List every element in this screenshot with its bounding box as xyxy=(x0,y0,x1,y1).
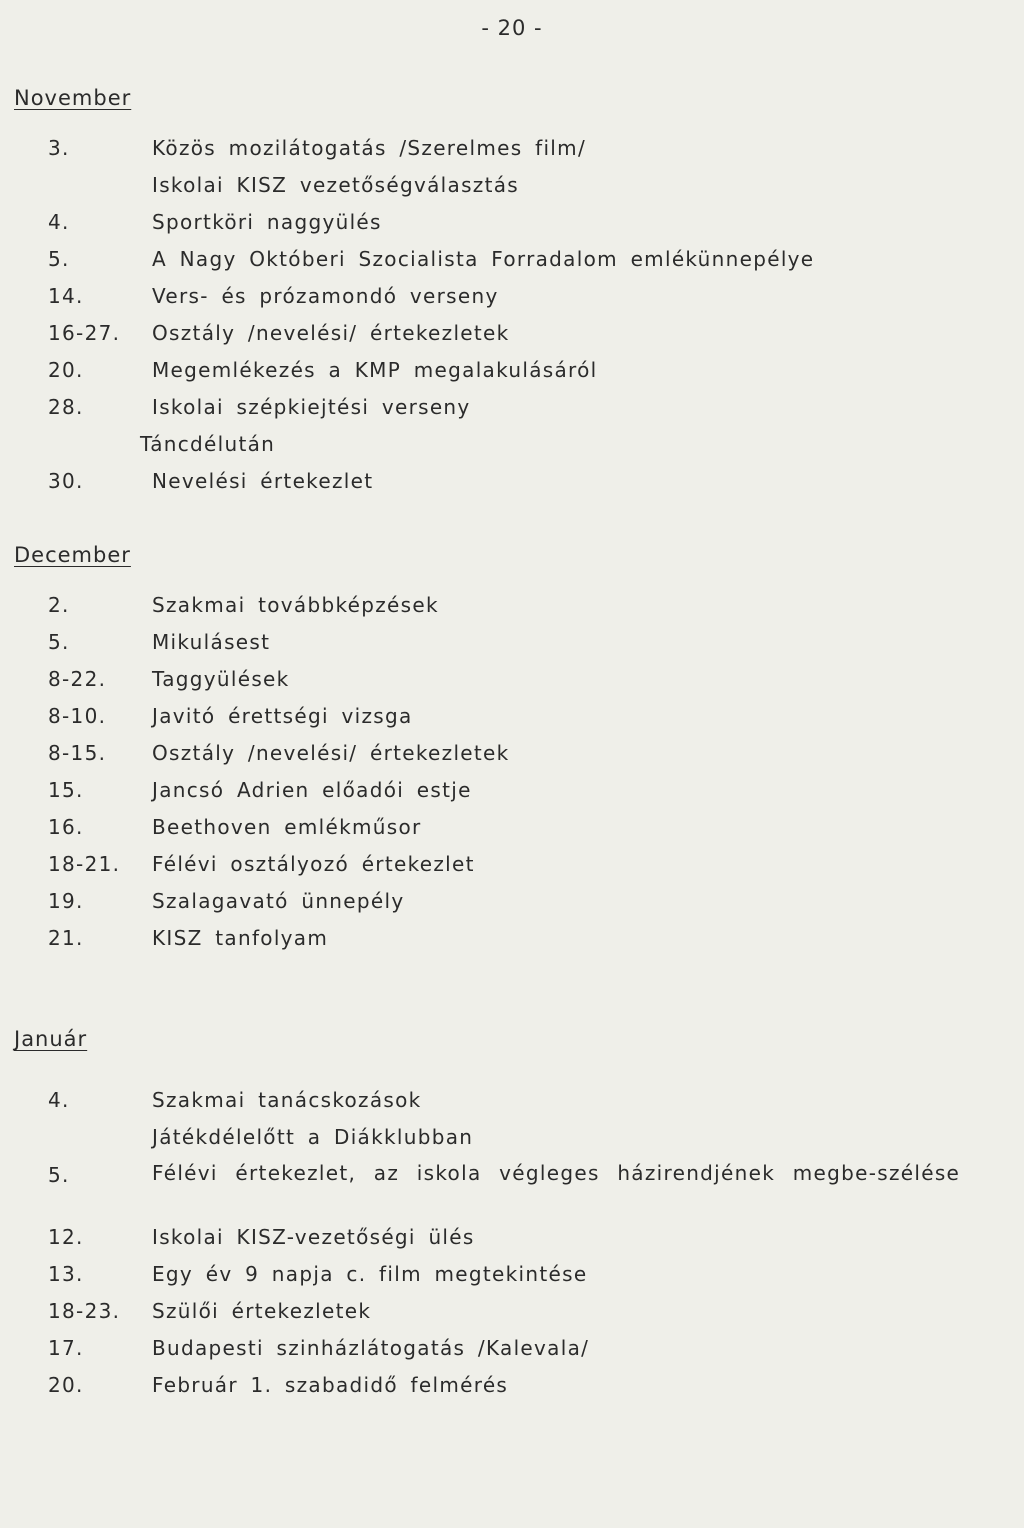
entry-text: Február 1. szabadidő felmérés xyxy=(152,1373,509,1397)
entry-text: Sportköri naggyülés xyxy=(152,210,382,234)
entry-date: 8-22. xyxy=(48,667,107,691)
entry-date: 16-27. xyxy=(48,321,121,345)
entry-text: Egy év 9 napja c. film megtekintése xyxy=(152,1262,588,1286)
entry-text: Mikulásest xyxy=(152,630,271,654)
entry-date: 5. xyxy=(48,630,70,654)
entry-text: A Nagy Októberi Szocialista Forradalom emlékünnepélye xyxy=(152,247,815,271)
list-item xyxy=(0,173,1024,203)
list-item xyxy=(0,926,1024,956)
entry-date: 8-10. xyxy=(48,704,107,728)
entry-text: Iskolai szépkiejtési verseny xyxy=(152,395,471,419)
list-item xyxy=(0,778,1024,808)
entry-text: Osztály /nevelési/ értekezletek xyxy=(152,321,510,345)
list-item xyxy=(0,247,1024,277)
entry-text: Szakmai továbbképzések xyxy=(152,593,439,617)
entry-date: 20. xyxy=(48,1373,84,1397)
entry-text: KISZ tanfolyam xyxy=(152,926,329,950)
list-item xyxy=(0,1225,1024,1255)
list-item xyxy=(0,321,1024,351)
entry-date: 14. xyxy=(48,284,84,308)
list-item xyxy=(0,815,1024,845)
list-item xyxy=(0,630,1024,660)
list-item xyxy=(0,1163,1024,1215)
entry-text: Iskolai KISZ vezetőségválasztás xyxy=(152,173,519,197)
list-item xyxy=(0,1373,1024,1403)
entry-date: 19. xyxy=(48,889,84,913)
entry-text: Szülői értekezletek xyxy=(152,1299,372,1323)
list-item xyxy=(0,1088,1024,1118)
list-item xyxy=(0,210,1024,240)
entry-date: 4. xyxy=(48,1088,70,1112)
entry-text: Játékdélelőtt a Diákklubban xyxy=(152,1125,474,1149)
entry-text: Taggyülések xyxy=(152,667,290,691)
month-heading-januar: Január xyxy=(14,1027,88,1051)
list-item xyxy=(0,358,1024,388)
entry-date: 15. xyxy=(48,778,84,802)
entry-date: 8-15. xyxy=(48,741,107,765)
entry-date: 12. xyxy=(48,1225,84,1249)
entry-text: Szakmai tanácskozások xyxy=(152,1088,422,1112)
entry-text: Budapesti szinházlátogatás /Kalevala/ xyxy=(152,1336,590,1360)
entry-text: Javitó érettségi vizsga xyxy=(152,704,413,728)
entry-date: 2. xyxy=(48,593,70,617)
entry-text: Iskolai KISZ-vezetőségi ülés xyxy=(152,1225,475,1249)
entry-date: 5. xyxy=(48,1163,70,1187)
entry-date: 30. xyxy=(48,469,84,493)
entry-date: 28. xyxy=(48,395,84,419)
entry-text: Táncdélután xyxy=(140,432,276,456)
entry-text: Megemlékezés a KMP megalakulásáról xyxy=(152,358,598,382)
entry-text: Szalagavató ünnepély xyxy=(152,889,405,913)
entry-date: 5. xyxy=(48,247,70,271)
entry-text: Osztály /nevelési/ értekezletek xyxy=(152,741,510,765)
entry-date: 21. xyxy=(48,926,84,950)
list-item xyxy=(0,432,1024,462)
entry-text: Közös mozilátogatás /Szerelmes film/ xyxy=(152,136,586,160)
entry-text: Félévi osztályozó értekezlet xyxy=(152,852,475,876)
entry-text: Beethoven emlékműsor xyxy=(152,815,422,839)
entry-date: 17. xyxy=(48,1336,84,1360)
page-number: - 20 - xyxy=(481,16,543,40)
list-item xyxy=(0,136,1024,166)
list-item xyxy=(0,284,1024,314)
list-item xyxy=(0,667,1024,697)
entry-text: Vers- és prózamondó verseny xyxy=(152,284,499,308)
list-item xyxy=(0,593,1024,623)
list-item xyxy=(0,1262,1024,1292)
list-item xyxy=(0,1336,1024,1366)
entry-text: Jancsó Adrien előadói estje xyxy=(152,778,472,802)
entry-date: 18-23. xyxy=(48,1299,121,1323)
list-item xyxy=(0,704,1024,734)
entry-date: 4. xyxy=(48,210,70,234)
entry-date: 3. xyxy=(48,136,70,160)
list-item xyxy=(0,889,1024,919)
list-item xyxy=(0,469,1024,499)
list-item xyxy=(0,1299,1024,1329)
entry-date: 20. xyxy=(48,358,84,382)
list-item xyxy=(0,852,1024,882)
entry-text: Félévi értekezlet, az iskola végleges házirendjének megbe-szélése xyxy=(152,1161,961,1185)
entry-date: 16. xyxy=(48,815,84,839)
list-item xyxy=(0,741,1024,771)
month-heading-november: November xyxy=(14,86,132,110)
list-item xyxy=(0,1125,1024,1155)
list-item xyxy=(0,395,1024,425)
entry-date: 18-21. xyxy=(48,852,121,876)
month-heading-december: December xyxy=(14,543,131,567)
entry-date: 13. xyxy=(48,1262,84,1286)
entry-text: Nevelési értekezlet xyxy=(152,469,374,493)
